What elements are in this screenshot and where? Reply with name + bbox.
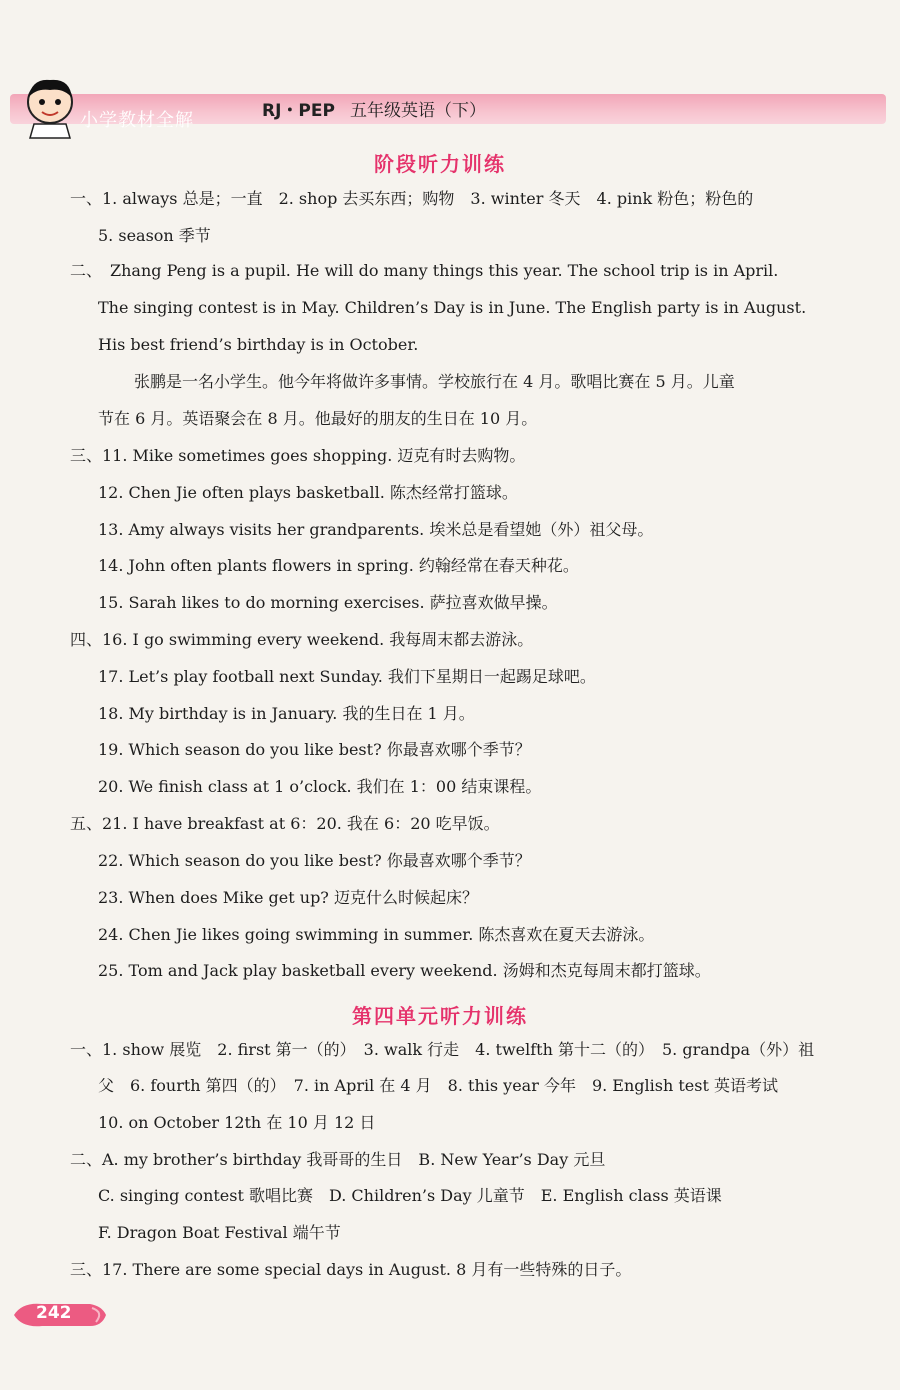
answer-line: 一、1. always 总是；一直 2. shop 去买东西；购物 3. winter 冬天 4. pink 粉色；粉色的 [70,189,754,208]
answer-line: 四、16. I go swimming every weekend. 我每周末都去游泳。 [70,630,534,649]
answer-line: 三、17. There are some special days in August. 8 月有一些特殊的日子。 [70,1260,632,1279]
answer-line: 17. Let’s play football next Sunday. 我们下星期日一起踢足球吧。 [98,667,596,686]
answer-line: 12. Chen Jie often plays basketball. 陈杰经常打篮球。 [98,483,518,502]
cartoon-boy-mascot-icon [14,72,86,140]
answer-line: 5. season 季节 [98,226,211,245]
answer-line: The singing contest is in May. Children’s Day is in June. The English party is in August. [98,298,807,317]
answer-line: C. singing contest 歌唱比赛 D. Children’s Day 儿童节 E. English class 英语课 [98,1186,722,1205]
answer-line: 19. Which season do you like best? 你最喜欢哪个季节？ [98,740,531,759]
answer-line: 13. Amy always visits her grandparents. 埃米总是看望她（外）祖父母。 [98,520,654,539]
answer-line: 一、1. show 展览 2. first 第一（的） 3. walk 行走 4. twelfth 第十二（的） 5. grandpa（外）祖 [70,1040,815,1059]
answer-line: 二、A. my brother’s birthday 我哥哥的生日 B. New Year’s Day 元旦 [70,1150,606,1169]
answer-line: 23. When does Mike get up? 迈克什么时候起床？ [98,888,478,907]
edition-label: RJ・PEP [262,101,335,121]
section-title-unit4-listening: 第四单元听力训练 [352,1004,528,1028]
answer-line: 24. Chen Jie likes going swimming in summer. 陈杰喜欢在夏天去游泳。 [98,925,655,944]
answer-line: 25. Tom and Jack play basketball every weekend. 汤姆和杰克每周末都打篮球。 [98,961,711,980]
answer-line: 三、11. Mike sometimes goes shopping. 迈克有时去购物。 [70,446,526,465]
answer-line: 父 6. fourth 第四（的） 7. in April 在 4 月 8. this year 今年 9. English test 英语考试 [98,1076,778,1095]
series-title: 小学教材全解 [80,110,194,131]
answer-line: 18. My birthday is in January. 我的生日在 1 月。 [98,704,475,723]
answer-line: 14. John often plants flowers in spring. 约翰经常在春天种花。 [98,556,579,575]
answer-line: 10. on October 12th 在 10 月 12 日 [98,1113,376,1132]
answer-line: 20. We finish class at 1 o’clock. 我们在 1：00 结束课程。 [98,777,542,796]
answer-line: 15. Sarah likes to do morning exercises. 萨拉喜欢做早操。 [98,593,558,612]
page-number: 242 [36,1303,72,1323]
answer-line: 张鹏是一名小学生。他今年将做许多事情。学校旅行在 4 月。歌唱比赛在 5 月。儿童 [134,372,735,391]
answer-line: 22. Which season do you like best? 你最喜欢哪个季节？ [98,851,531,870]
answer-line: His best friend’s birthday is in October. [98,335,419,354]
answer-line: 五、21. I have breakfast at 6：20. 我在 6：20 吃早饭。 [70,814,500,833]
answer-line: 节在 6 月。英语聚会在 8 月。他最好的朋友的生日在 10 月。 [98,409,538,428]
answer-line: F. Dragon Boat Festival 端午节 [98,1223,341,1242]
answer-line: 二、 Zhang Peng is a pupil. He will do many things this year. The school trip is in April. [70,261,779,280]
book-title: 五年级英语（下） [350,101,486,121]
section-title-stage-listening: 阶段听力训练 [374,152,506,176]
